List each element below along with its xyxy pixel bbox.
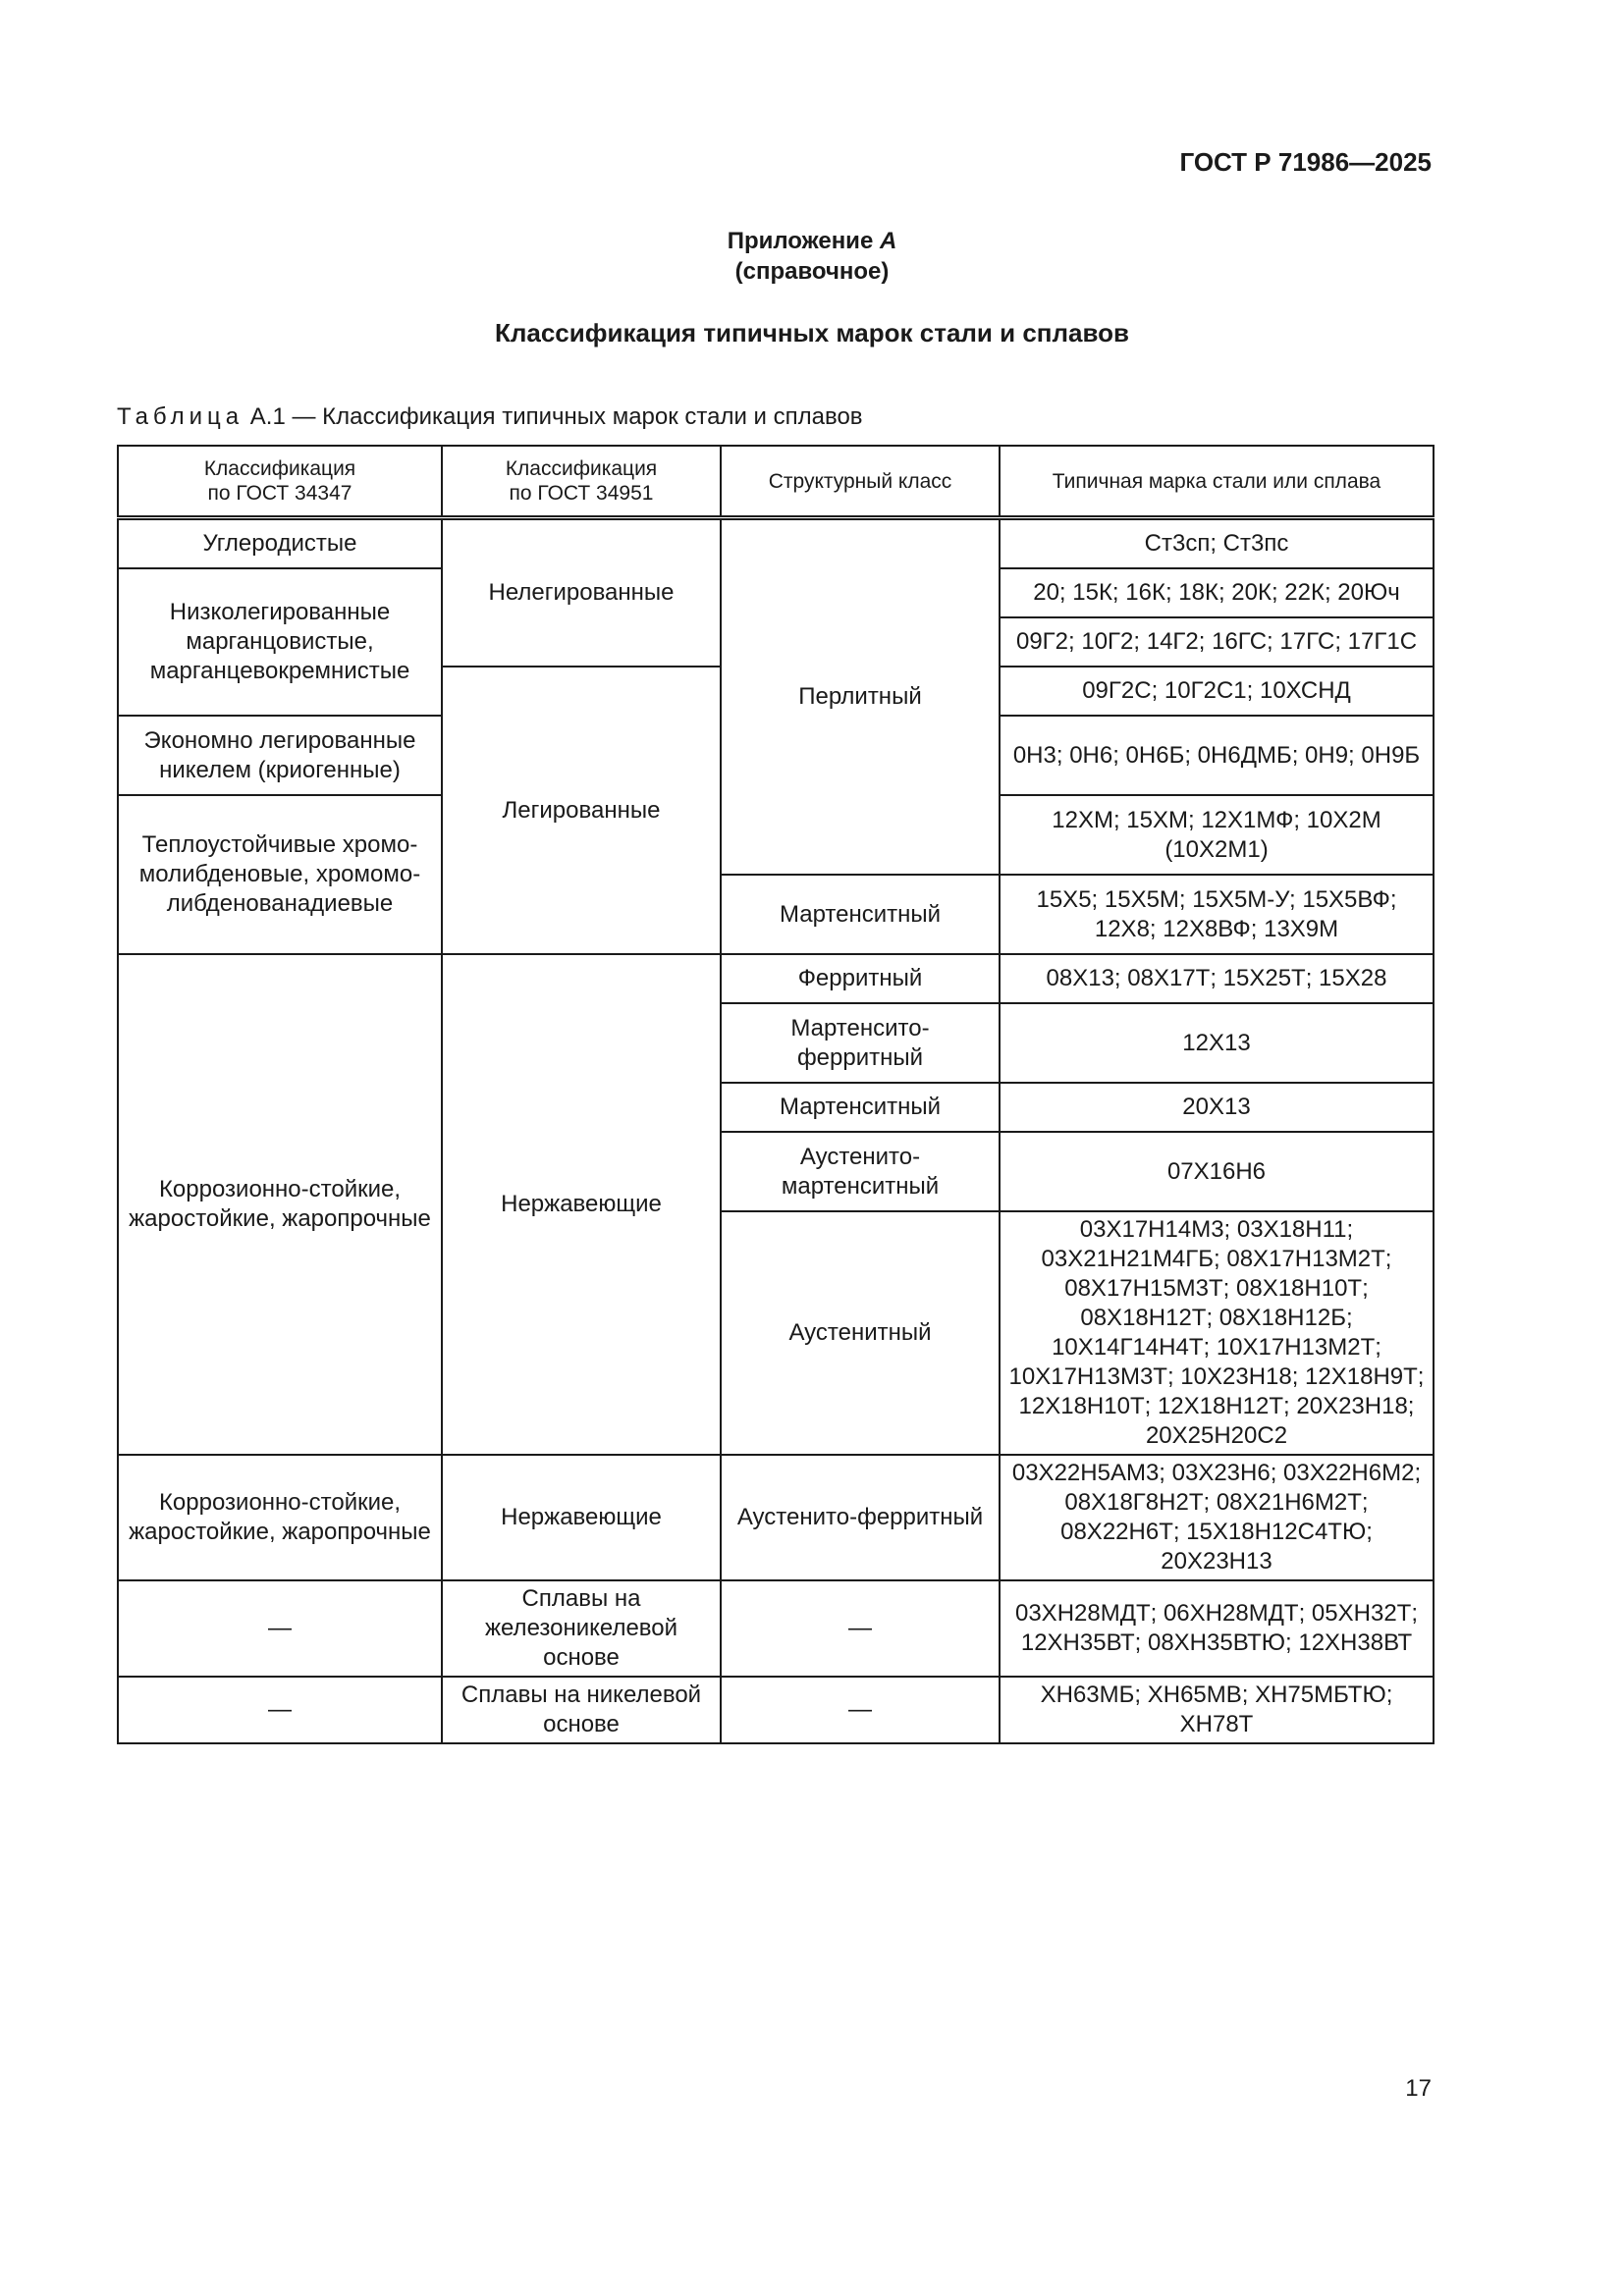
table-cell: Низколегированные марганцовистые, марганцевокремнистые xyxy=(118,568,442,716)
table-cell: 09Г2; 10Г2; 14Г2; 16ГС; 17ГС; 17Г1С xyxy=(1000,617,1434,667)
table-cell: Теплоустойчивые хромо-молибденовые, хромомо-либденованадиевые xyxy=(118,795,442,954)
page-number: 17 xyxy=(1405,2075,1432,2102)
classification-table xyxy=(117,445,1435,1744)
table-cell: 07Х16Н6 xyxy=(1000,1132,1434,1211)
table-cell: Коррозионно-стойкие, жаростойкие, жаропрочные xyxy=(118,1455,442,1580)
column-header-steel-grade: Типичная марка стали или сплава xyxy=(1000,446,1434,518)
table-cell: 20Х13 xyxy=(1000,1083,1434,1132)
appendix-heading xyxy=(0,226,1624,287)
table-caption xyxy=(117,403,863,431)
table-row xyxy=(118,1677,1434,1743)
table-row xyxy=(118,518,1434,569)
appendix-note: (справочное) xyxy=(734,258,890,285)
table-cell: Нержавеющие xyxy=(442,954,721,1455)
table-cell: Ферритный xyxy=(721,954,1000,1003)
table-cell: — xyxy=(118,1677,442,1743)
table-cell: Коррозионно-стойкие, жаростойкие, жаропрочные xyxy=(118,954,442,1455)
table-cell: Сплавы на никелевой основе xyxy=(442,1677,721,1743)
table-cell: 03ХН28МДТ; 06ХН28МДТ; 05ХН32Т; 12ХН35ВТ; 08ХН35ВТЮ; 12ХН38ВТ xyxy=(1000,1580,1434,1677)
appendix-letter: А xyxy=(879,228,897,254)
table-cell: 03Х22Н5АМ3; 03Х23Н6; 03Х22Н6М2; 08Х18Г8Н2Т; 08Х21Н6М2Т; 08Х22Н6Т; 15Х18Н12С4ТЮ; 20Х23Н13 xyxy=(1000,1455,1434,1580)
table-cell: ХН63МБ; ХН65МВ; ХН75МБТЮ; ХН78Т xyxy=(1000,1677,1434,1743)
table-cell: Аустенито-мартенситный xyxy=(721,1132,1000,1211)
table-cell: Ст3сп; Ст3пс xyxy=(1000,518,1434,569)
section-title: Классификация типичных марок стали и сплавов xyxy=(495,318,1129,347)
table-row xyxy=(118,954,1434,1003)
table-row xyxy=(118,1455,1434,1580)
appendix-title: Приложение А xyxy=(727,228,897,254)
table-cell: Легированные xyxy=(442,667,721,954)
table-cell: Мартенсито-ферритный xyxy=(721,1003,1000,1083)
table-cell: Нержавеющие xyxy=(442,1455,721,1580)
table-cell: 12ХМ; 15ХМ; 12Х1МФ; 10Х2М (10Х2М1) xyxy=(1000,795,1434,875)
table-cell: Аустенито-ферритный xyxy=(721,1455,1000,1580)
column-header-gost34347: Классификация по ГОСТ 34347 xyxy=(118,446,442,518)
table-cell: 15Х5; 15Х5М; 15Х5М-У; 15Х5ВФ; 12Х8; 12Х8ВФ; 13Х9М xyxy=(1000,875,1434,954)
table-cell: Нелегированные xyxy=(442,518,721,667)
table-cell: Перлитный xyxy=(721,518,1000,876)
table-cell: 08Х13; 08Х17Т; 15Х25Т; 15Х28 xyxy=(1000,954,1434,1003)
table-cell: Мартенситный xyxy=(721,875,1000,954)
table-cell: 0Н3; 0Н6; 0Н6Б; 0Н6ДМБ; 0Н9; 0Н9Б xyxy=(1000,716,1434,795)
table-caption-prefix: Таблица xyxy=(117,403,244,430)
standard-code: ГОСТ Р 71986—2025 xyxy=(1179,147,1432,177)
table-cell: — xyxy=(721,1677,1000,1743)
table-cell: 20; 15К; 16К; 18К; 20К; 22К; 20Юч xyxy=(1000,568,1434,617)
table-cell: Сплавы на железоникелевой основе xyxy=(442,1580,721,1677)
column-header-structural-class: Структурный класс xyxy=(721,446,1000,518)
table-caption-text: А.1 — Классификация типичных марок стали и сплавов xyxy=(244,403,863,430)
table-cell: Углеродистые xyxy=(118,518,442,569)
table-row xyxy=(118,1580,1434,1677)
table-cell: 03Х17Н14М3; 03Х18Н11; 03Х21Н21М4ГБ; 08Х17Н13М2Т; 08Х17Н15М3Т; 08Х18Н10Т; 08Х18Н12Т; 08Х18Н12Б; 10Х14Г14Н4Т; 10Х17Н13М2Т; 10Х17Н13М3Т; 10Х23Н18; 12Х18Н9Т; 12Х18Н10Т; 12Х18Н12Т; 20Х23Н18; 20Х25Н20С2 xyxy=(1000,1211,1434,1455)
table-header-row xyxy=(118,446,1434,518)
table-cell: 12Х13 xyxy=(1000,1003,1434,1083)
table-cell: Мартенситный xyxy=(721,1083,1000,1132)
table-cell: Экономно легированные никелем (криогенные) xyxy=(118,716,442,795)
table-cell: — xyxy=(721,1580,1000,1677)
table-cell: 09Г2С; 10Г2С1; 10ХСНД xyxy=(1000,667,1434,716)
column-header-gost34951: Классификация по ГОСТ 34951 xyxy=(442,446,721,518)
table-cell: — xyxy=(118,1580,442,1677)
table-cell: Аустенитный xyxy=(721,1211,1000,1455)
